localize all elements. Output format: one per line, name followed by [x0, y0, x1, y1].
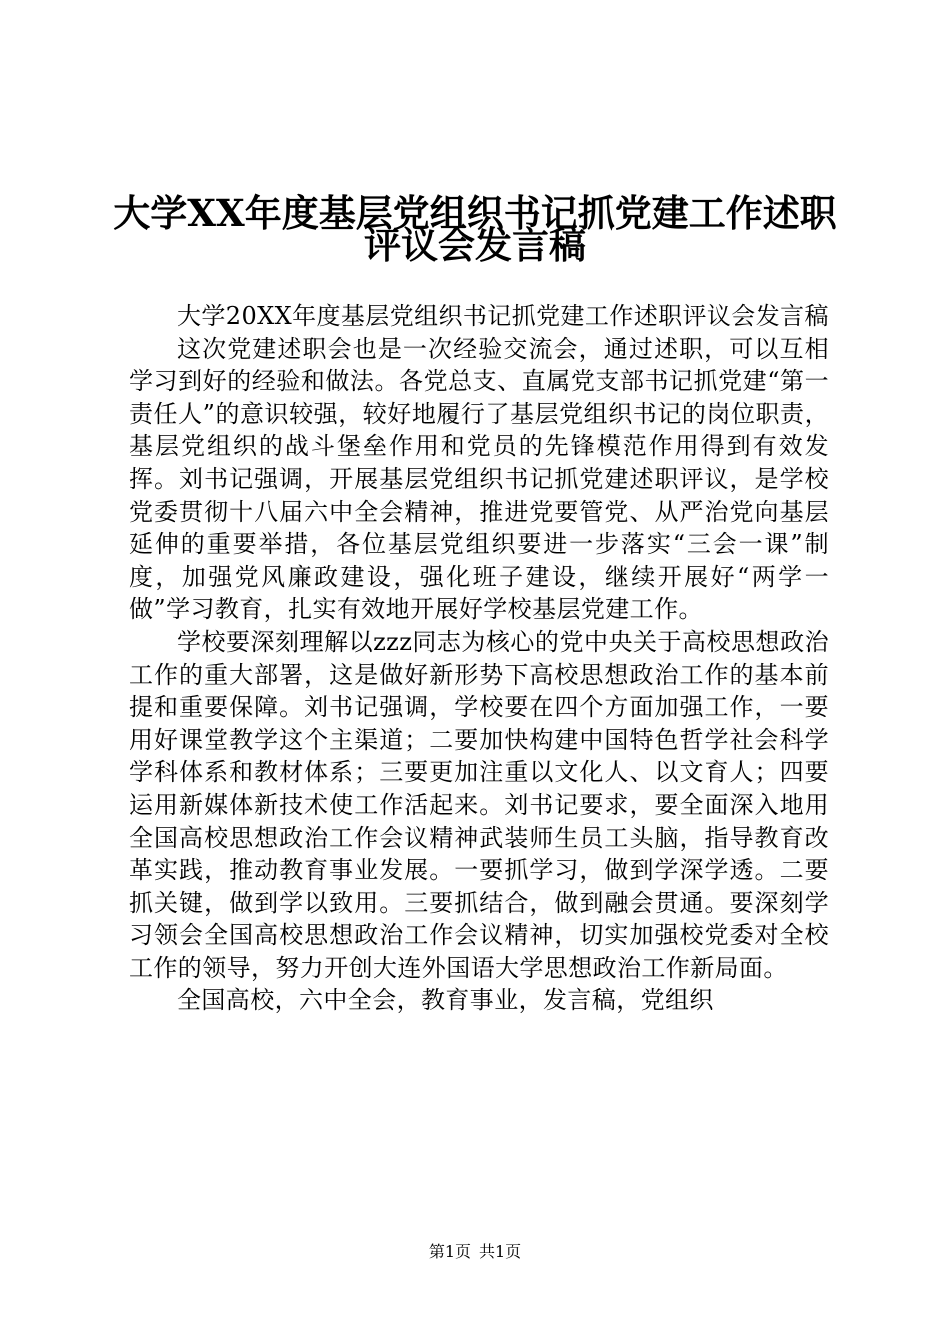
- body-paragraph: 学校要深刻理解以zzz同志为核心的党中央关于高校思想政治工作的重大部署，这是做好新形势下高校思想政治工作的基本前提和重要保障。刘书记强调，学校要在四个方面加强工作，一要用好课堂教学这个主渠道；二要加快构建中国特色哲学社会科学学科体系和教材体系；三要更加注重以文化人、以文育人；四要运用新媒体新技术使工作活起来。刘书记要求，要全面深入地用全国高校思想政治工作会议精神武装师生员工头脑，指导教育改革实践，推动教育事业发展。一要抓学习，做到学深学透。二要抓关键，做到学以致用。三要抓结合，做到融会贯通。要深刻学习领会全国高校思想政治工作会议精神，切实加强校党委对全校工作的领导，努力开创大连外国语大学思想政治工作新局面。: [129, 627, 829, 982]
- page-number: 第1页: [428, 1242, 471, 1261]
- page-total: 共1页: [479, 1242, 522, 1261]
- document-title-line1: 大学XX年度基层党组织书记抓党建工作述职: [113, 191, 837, 235]
- body-paragraph: 这次党建述职会也是一次经验交流会，通过述职，可以互相学习到好的经验和做法。各党总支、直属党支部书记抓党建“第一责任人”的意识较强，较好地履行了基层党组织书记的岗位职责，基层党组织的战斗堡垒作用和党员的先锋模范作用得到有效发挥。刘书记强调，开展基层党组织书记抓党建述职评议，是学校党委贯彻十八届六中全会精神，推进党要管党、从严治党向基层延伸的重要举措，各位基层党组织要进一步落实“三会一课”制度，加强党风廉政建设，强化班子建设，继续开展好“两学一做”学习教育，扎实有效地开展好学校基层党建工作。: [129, 334, 829, 624]
- document-body: [129, 300, 829, 1017]
- page-footer: [0, 1242, 950, 1262]
- keywords-paragraph: 全国高校，六中全会，教育事业，发言稿，党组织: [177, 986, 714, 1015]
- document-title-line2: 评议会发言稿: [364, 223, 586, 267]
- subtitle-paragraph: 大学20XX年度基层党组织书记抓党建工作述职评议会发言稿: [177, 302, 829, 330]
